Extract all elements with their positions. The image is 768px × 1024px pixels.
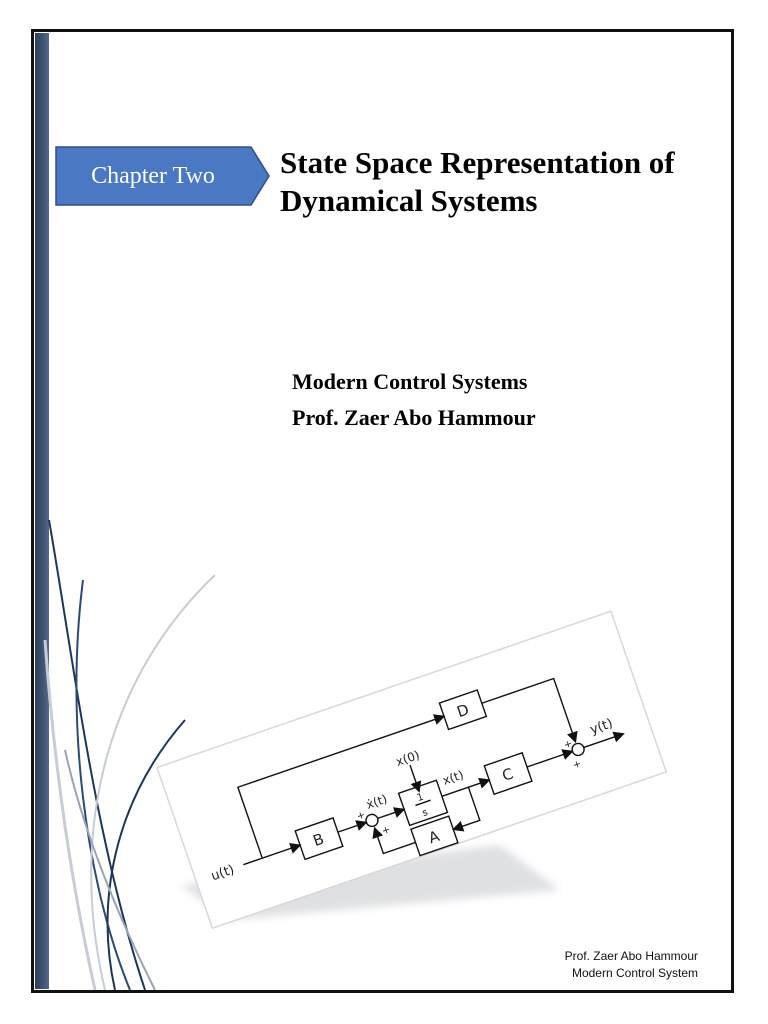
footer bbox=[565, 948, 698, 982]
integrator-denominator: s bbox=[420, 807, 430, 820]
plus-sign-3: + bbox=[562, 738, 575, 752]
footer-course: Modern Control System bbox=[571, 966, 698, 980]
label-c: C bbox=[499, 764, 516, 785]
title-line-2: Dynamical Systems bbox=[280, 183, 538, 218]
label-output: y(t) bbox=[588, 716, 615, 738]
label-initial-state: x(0) bbox=[394, 747, 422, 769]
label-state-derivative: ẋ(t) bbox=[364, 791, 390, 812]
document-title bbox=[280, 144, 730, 220]
chapter-tag bbox=[55, 146, 271, 206]
state-space-block-diagram bbox=[140, 590, 680, 940]
label-b: B bbox=[310, 829, 327, 851]
label-d: D bbox=[454, 700, 472, 722]
plus-sign-4: + bbox=[571, 758, 584, 772]
course-info bbox=[292, 364, 536, 436]
label-a: A bbox=[426, 826, 442, 848]
label-state: x(t) bbox=[440, 767, 466, 788]
course-name: Modern Control Systems bbox=[292, 369, 528, 394]
footer-author: Prof. Zaer Abo Hammour bbox=[564, 949, 698, 963]
course-author: Prof. Zaer Abo Hammour bbox=[292, 405, 536, 430]
title-line-1: State Space Representation of bbox=[280, 145, 675, 180]
plus-sign-1: + bbox=[355, 809, 367, 823]
label-input: u(t) bbox=[209, 862, 237, 885]
integrator-numerator: 1 bbox=[415, 791, 426, 805]
plus-sign-2: + bbox=[380, 824, 393, 838]
chapter-label: Chapter Two bbox=[91, 162, 215, 189]
